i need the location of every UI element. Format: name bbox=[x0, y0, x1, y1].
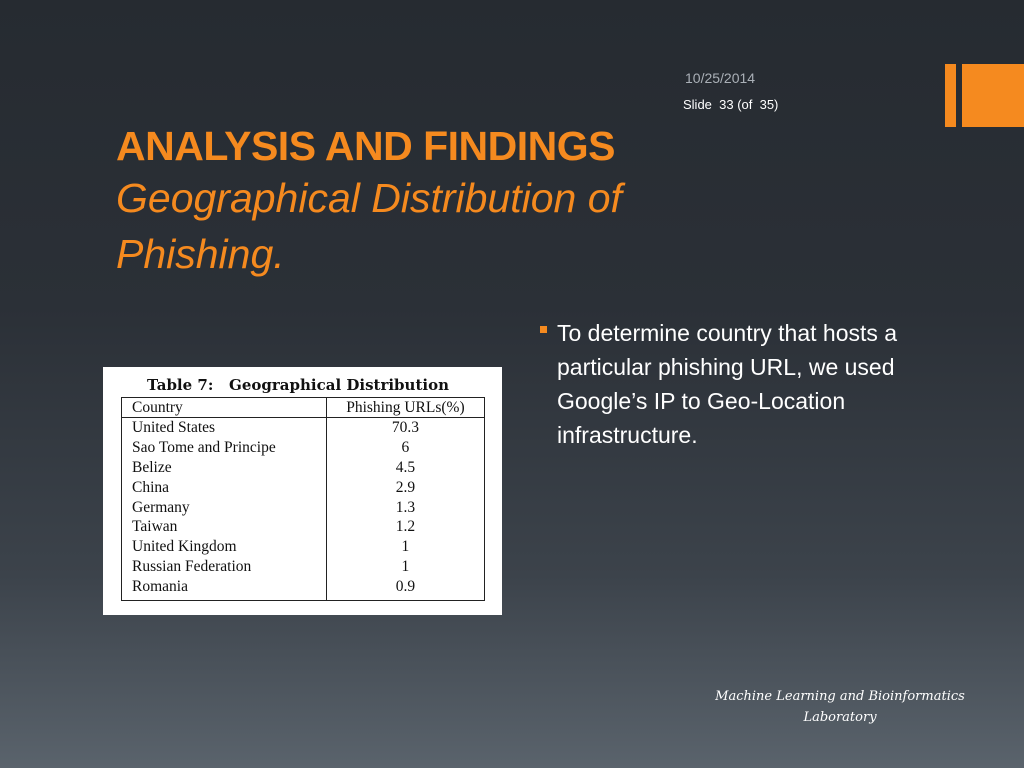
geo-distribution-table-image bbox=[103, 367, 502, 615]
table-row bbox=[122, 537, 485, 557]
pct-cell: 1 bbox=[326, 557, 484, 577]
pct-cell: 70.3 bbox=[326, 418, 484, 438]
country-cell: Taiwan bbox=[132, 518, 178, 536]
bullet-list bbox=[540, 316, 920, 452]
slide-date: 10/25/2014 bbox=[685, 70, 756, 86]
country-cell: United States bbox=[132, 419, 216, 437]
country-cell: United Kingdom bbox=[132, 538, 237, 556]
table-row bbox=[122, 576, 485, 600]
slide-number-text: Slide 33 (of 35) bbox=[683, 97, 779, 112]
square-bullet-icon bbox=[540, 326, 547, 333]
table-caption: Table 7: Geographical Distribution bbox=[147, 376, 449, 394]
accent-bar-thick bbox=[962, 64, 1024, 127]
pct-cell: 1.3 bbox=[326, 497, 484, 517]
bullet-item bbox=[540, 316, 920, 452]
lab-footer bbox=[690, 686, 990, 728]
country-cell: Sao Tome and Principe bbox=[132, 439, 276, 457]
table-row bbox=[122, 458, 485, 478]
table-row bbox=[122, 497, 485, 517]
title-subtitle: Geographical Distribution of Phishing. bbox=[116, 175, 622, 277]
pct-cell: 1.2 bbox=[326, 517, 484, 537]
country-cell: China bbox=[132, 478, 170, 496]
table-row bbox=[122, 418, 485, 438]
slide-number bbox=[683, 97, 778, 112]
country-cell: Russian Federation bbox=[132, 557, 252, 575]
table-row bbox=[122, 557, 485, 577]
pct-cell: 4.5 bbox=[326, 458, 484, 478]
table-header-row bbox=[122, 398, 485, 418]
column-header-phishing-pct: Phishing URLs(%) bbox=[326, 398, 484, 418]
table-row bbox=[122, 477, 485, 497]
table-row bbox=[122, 517, 485, 537]
pct-cell: 0.9 bbox=[326, 576, 484, 600]
column-header-country: Country bbox=[122, 398, 327, 418]
table-row bbox=[122, 438, 485, 458]
accent-bar-thin bbox=[945, 64, 956, 127]
pct-cell: 2.9 bbox=[326, 477, 484, 497]
slide-title bbox=[116, 122, 776, 282]
country-cell: Germany bbox=[132, 498, 190, 516]
country-cell: Belize bbox=[132, 458, 172, 476]
country-cell: Romania bbox=[132, 577, 188, 595]
lab-footer-line2: Laboratory bbox=[803, 710, 877, 725]
bullet-text: To determine country that hosts a particular phishing URL, we used Google’s IP to Geo-Location infrastructure. bbox=[557, 320, 898, 448]
title-main: ANALYSIS AND FINDINGS bbox=[116, 123, 616, 169]
geo-distribution-table bbox=[121, 397, 485, 601]
pct-cell: 6 bbox=[326, 438, 484, 458]
lab-footer-line1: Machine Learning and Bioinformatics bbox=[715, 689, 965, 704]
pct-cell: 1 bbox=[326, 537, 484, 557]
